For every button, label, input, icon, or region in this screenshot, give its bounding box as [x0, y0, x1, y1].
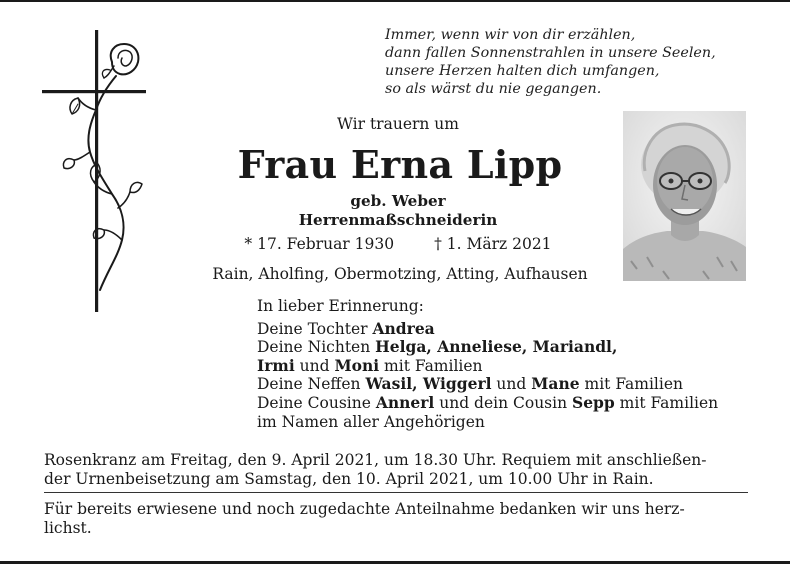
mourner-name: Helga, Anneliese, Mariandl, [375, 337, 618, 357]
mourner-name: Mane [531, 374, 580, 394]
mourner-name: Moni [334, 355, 380, 375]
connector-text: mit Familien [579, 375, 684, 394]
poem-line: unsere Herzen halten dich umfangen, [385, 63, 660, 79]
mourner-line [257, 320, 757, 339]
thanks-line: Für bereits erwiesene und noch zugedachte Anteilnahme bedanken wir uns herz- [44, 500, 685, 518]
notice-line: der Urnenbeisetzung am Samstag, den 10. April 2021, um 10.00 Uhr in Rain. [44, 470, 654, 488]
deceased-name: Frau Erna Lipp [237, 142, 563, 187]
mourner-name: Annerl [375, 392, 435, 412]
relation-label: Deine Tochter [257, 319, 373, 338]
mourner-name: Andrea [372, 318, 435, 338]
notice-line: Rosenkranz am Freitag, den 9. April 2021, um 18.30 Uhr. Requiem mit anschließen- [44, 451, 707, 469]
service-notice [44, 451, 748, 489]
poem-line: so als wärst du nie gegangen. [385, 81, 602, 97]
connector-text: mit Familien [614, 393, 719, 412]
mourner-line [257, 338, 757, 357]
mourner-name: Wasil, Wiggerl [365, 374, 492, 394]
portrait-photo [623, 111, 746, 281]
mourners-list [257, 297, 757, 431]
occupation: Herrenmaßschneiderin [298, 211, 498, 229]
death-date: † 1. März 2021 [434, 235, 552, 253]
cross-with-rose-icon [38, 28, 150, 318]
poem [385, 26, 780, 98]
poem-line: dann fallen Sonnenstrahlen in unsere Seelen, [385, 45, 716, 61]
relation-label: Deine Cousine [257, 393, 376, 412]
thanks-line: lichst. [44, 519, 92, 537]
relation-label: Deine Neffen [257, 375, 366, 394]
intro-text: Wir trauern um [337, 115, 459, 133]
mourners-heading: In lieber Erinnerung: [257, 297, 424, 315]
divider [44, 492, 748, 493]
connector-text: und dein Cousin [434, 393, 572, 412]
birth-date: * 17. Februar 1930 [244, 235, 395, 253]
life-dates [218, 235, 578, 253]
mourner-line [257, 357, 757, 376]
top-border [0, 0, 790, 2]
connector-text: und [491, 375, 532, 394]
connector-text: und [294, 356, 335, 375]
relation-label: Deine Nichten [257, 338, 376, 357]
mourner-line [257, 375, 757, 394]
poem-line: Immer, wenn wir von dir erzählen, [385, 27, 636, 43]
mourner-name: Sepp [572, 392, 615, 412]
places: Rain, Aholfing, Obermotzing, Atting, Aufhausen [212, 265, 588, 283]
maiden-name: geb. Weber [350, 192, 446, 210]
mourners-closing: im Namen aller Angehörigen [257, 412, 485, 431]
mourner-line [257, 394, 757, 413]
connector-text: mit Familien [379, 356, 483, 375]
thanks-note [44, 500, 748, 538]
mourner-name: Irmi [257, 355, 295, 375]
